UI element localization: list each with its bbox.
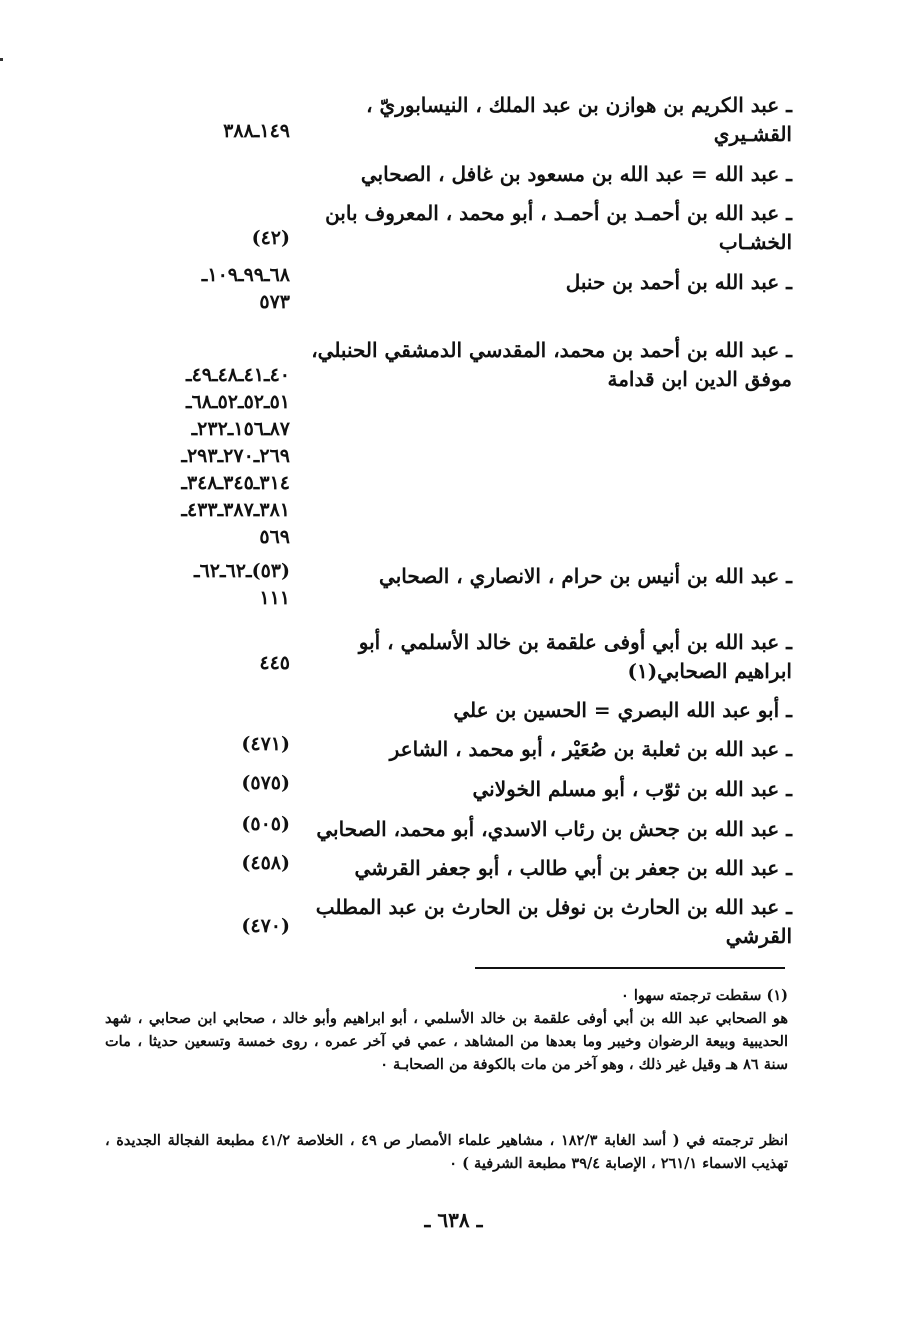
entry-pages: ٤٠ـ٤١ـ٤٨ـ٤٩ـ ٥١ـ٥٢ـ٥٢ـ٦٨ـ ٨٧ـ١٥٦ـ٢٣٢ـ ٢٦٩ـ٢٧٠ـ٢٩٣ـ ٣١٤ـ٣٤٥ـ٣٤٨ـ ٣٨١ـ٣٨٧ـ٤٣٣ـ ٥٦٩: [181, 364, 290, 548]
page-number: ـ ٦٣٨ ـ: [424, 1208, 483, 1232]
entry-pages: ٦٨ـ٩٩ـ١٠٩ـ ٥٧٣: [201, 264, 290, 313]
entry-pages: (٤٥٨): [241, 852, 290, 874]
footnote-label: (١) سقطت ترجمته سهوا ٠: [620, 987, 788, 1004]
entry-name: ـ عبد الله بن جعفر بن أبي طالب ، أبو جعفر القرشي: [354, 856, 792, 880]
entry-name: ـ عبد الله = عبد الله بن مسعود بن غافل ، الصحابي: [360, 162, 792, 186]
entry-name: ـ عبد الكريم بن هوازن بن عبد الملك ، النيسابوريّ ، القشـيري: [366, 93, 792, 146]
entry-pages: (٤٢): [251, 227, 290, 249]
entry-name: ـ عبد الله بن أبي أوفى علقمة بن خالد الأسلمي ، أبو ابراهيم الصحابي(١): [358, 630, 792, 683]
footnote-divider: [475, 967, 785, 969]
footnote-body: هو الصحابي عبد الله بن أبي أوفى علقمة بن خالد الأسلمي ، أبو ابراهيم وأبو خالد ، صحابي ابن صحابي ، شهد الحديبية وبيعة الرضوان وخيبر وما بعدها من المشاهد ، عمي في آخر عمره ، روى خمسة وتسعين حديثا ، مات سنة ٨٦ هـ وقيل غير ذلك ، وهو آخر من مات بالكوفة من الصحابـة ٠: [105, 1010, 788, 1073]
entry-name: ـ أبو عبد الله البصري = الحسين بن علي: [453, 698, 792, 722]
entry-name: ـ عبد الله بن جحش بن رئاب الاسدي، أبو محمد، الصحابي: [316, 817, 792, 841]
entry-pages: ١٤٩ـ٣٨٨: [223, 120, 290, 142]
entry-name: ـ عبد الله بن أحمد بن حنبل: [565, 270, 792, 294]
scan-mark: [0, 58, 3, 61]
entry-name: ـ عبد الله بن الحارث بن نوفل بن الحارث بن عبد المطلب القرشي: [315, 895, 792, 948]
entry-pages: (٥٠٥): [241, 813, 290, 835]
entry-name: ـ عبد الله بن أحمد بن محمد، المقدسي الدمشقي الحنبلي، موفق الدين ابن قدامة: [311, 338, 792, 391]
entry-pages: ٤٤٥: [259, 652, 290, 674]
entry-name: ـ عبد الله بن أحمـد بن أحمـد ، أبو محمد ، المعروف بابن الخشـاب: [325, 201, 792, 254]
entry-name: ـ عبد الله بن أنيس بن حرام ، الانصاري ، الصحابي: [379, 564, 792, 588]
entry-pages: (٥٧٥): [241, 772, 290, 794]
entry-pages: (٤٧٠): [241, 915, 290, 937]
footnote-references: انظر ترجمته في ( أسد الغابة ١٨٢/٣ ، مشاهير علماء الأمصار ص ٤٩ ، الخلاصة ٤١/٢ مطبعة الفجالة الجديدة ، تهذيب الاسماء ٢٦١/١ ، الإصابة ٣٩/٤ مطبعة الشرفية ) ٠: [105, 1132, 788, 1172]
entry-pages: (٤٧١): [241, 733, 290, 755]
entry-pages: (٥٣)ـ٦٢ـ٦٢ـ ١١١: [194, 560, 290, 609]
entry-name: ـ عبد الله بن ثوّب ، أبو مسلم الخولاني: [472, 777, 792, 801]
entry-name: ـ عبد الله بن ثعلبة بن صُعَيْر ، أبو محمد ، الشاعر: [389, 737, 792, 761]
